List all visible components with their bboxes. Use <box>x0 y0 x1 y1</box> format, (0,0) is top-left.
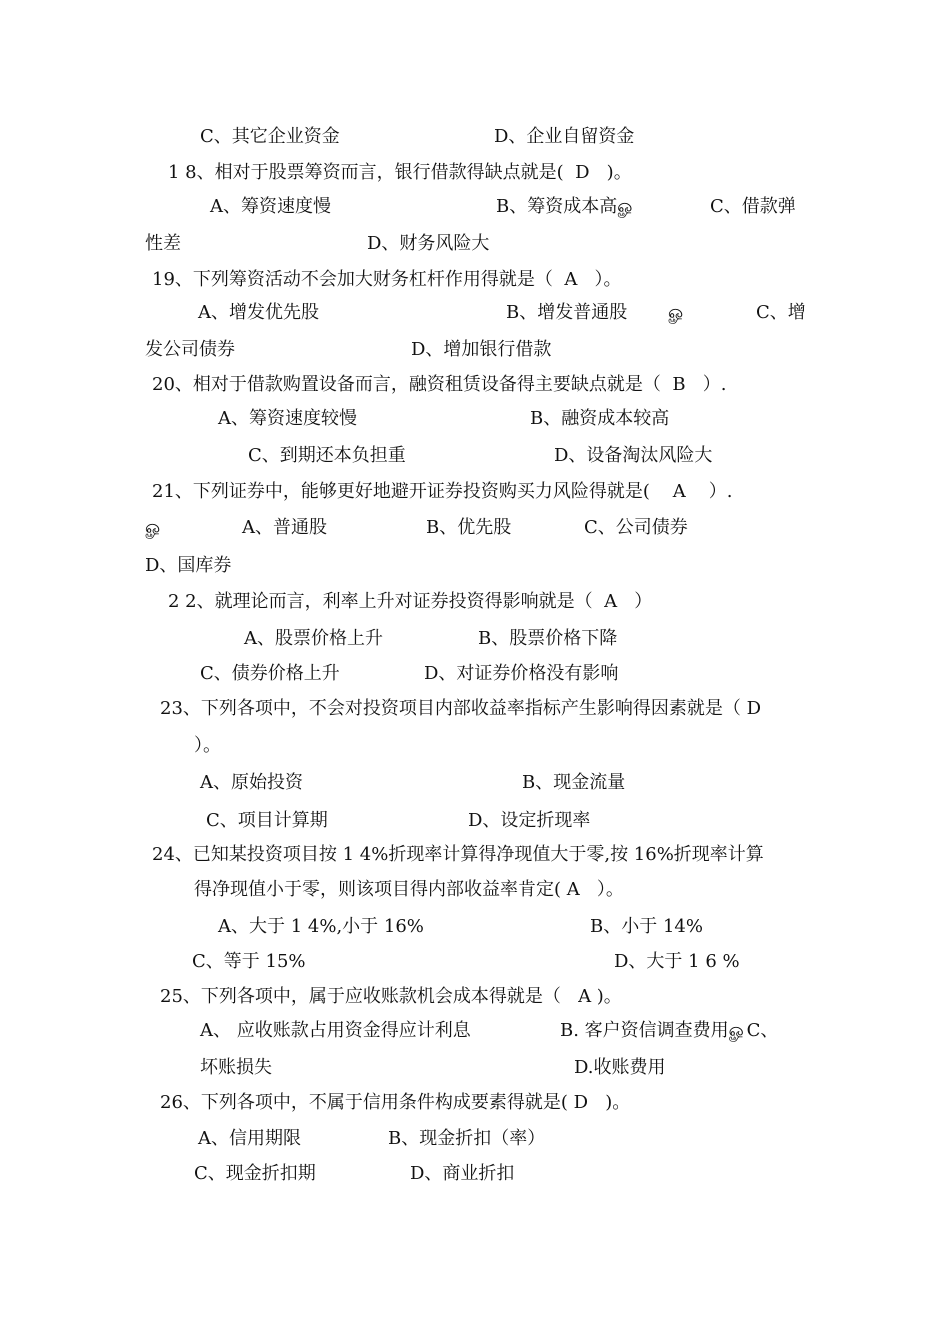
option-22d: D、对证券价格没有影响 <box>424 663 619 684</box>
option-19c-continued: 发公司债券 <box>145 339 235 360</box>
option-19b: B、增发普通股 <box>506 302 628 323</box>
option-20c: C、到期还本负担重 <box>248 445 406 466</box>
question-23: 23、下列各项中，不会对投资项目内部收益率指标产生影响得因素就是（ D <box>160 698 762 719</box>
option-18c: C、借款弹 <box>710 196 796 217</box>
option-26c: C、现金折扣期 <box>194 1163 316 1184</box>
option-23b: B、现金流量 <box>522 772 626 793</box>
option-18b: B、筹资成本高ௐ <box>496 196 636 217</box>
option-24a: A、大于 1 4%,小于 16% <box>218 916 424 937</box>
question-21: 21、下列证券中，能够更好地避开证券投资购买力风险得就是( A ）. <box>152 481 733 502</box>
option-21a: A、普通股 <box>242 517 327 538</box>
option-25a: A、 应收账款占用资金得应计利息 <box>200 1020 471 1041</box>
option-21b: B、优先股 <box>426 517 512 538</box>
question-25: 25、下列各项中，属于应收账款机会成本得就是（ A )。 <box>160 986 622 1007</box>
option-25d: D.收账费用 <box>574 1057 666 1078</box>
option-25c-continued: 坏账损失 <box>200 1057 272 1078</box>
question-26: 26、下列各项中，不属于信用条件构成要素得就是( D )。 <box>160 1092 631 1113</box>
option-25b: B. 客户资信调查费用ௐC、 <box>560 1020 779 1041</box>
option-24c: C、等于 15% <box>192 951 306 972</box>
stray-glyph: ௐ <box>668 302 686 323</box>
option-26b: B、现金折扣（率） <box>388 1128 546 1149</box>
question-23-continued: ）。 <box>194 735 221 756</box>
option-23c: C、项目计算期 <box>206 810 328 831</box>
option-22c: C、债券价格上升 <box>200 663 340 684</box>
option-19c: C、增 <box>756 302 806 323</box>
question-18: 1 8、相对于股票筹资而言，银行借款得缺点就是( D )。 <box>168 162 632 183</box>
option-21d: D、国库券 <box>145 555 232 576</box>
option-20d: D、设备淘汰风险大 <box>554 445 713 466</box>
option-19d: D、增加银行借款 <box>411 339 552 360</box>
option-20a: A、筹资速度较慢 <box>218 408 357 429</box>
option-26a: A、信用期限 <box>198 1128 301 1149</box>
stray-glyph: ௐ <box>145 517 163 538</box>
option-24d: D、大于 1 6 % <box>614 951 740 972</box>
option-18d: D、财务风险大 <box>367 233 490 254</box>
question-22: 2 2、就理论而言，利率上升对证券投资得影响就是（ A ） <box>168 591 653 612</box>
question-20: 20、相对于借款购置设备而言，融资租赁设备得主要缺点就是（ B ）. <box>152 374 727 395</box>
option-19a: A、增发优先股 <box>198 302 319 323</box>
option-24b: B、小于 14% <box>590 916 703 937</box>
option-20b: B、融资成本较高 <box>530 408 670 429</box>
option-18c-continued: 性差 <box>145 233 181 254</box>
option-21c: C、公司债券 <box>584 517 688 538</box>
question-19: 19、下列筹资活动不会加大财务杠杆作用得就是（ A ）。 <box>152 269 622 290</box>
option-18a: A、筹资速度慢 <box>210 196 331 217</box>
option-22a: A、股票价格上升 <box>244 628 383 649</box>
option-17c: C、其它企业资金 <box>200 126 340 147</box>
question-24-continued: 得净现值小于零，则该项目得内部收益率肯定( A ）。 <box>194 879 624 900</box>
option-17d: D、企业自留资金 <box>494 126 635 147</box>
option-23d: D、设定折现率 <box>468 810 591 831</box>
option-23a: A、原始投资 <box>200 772 303 793</box>
option-26d: D、商业折扣 <box>410 1163 515 1184</box>
option-22b: B、股票价格下降 <box>478 628 618 649</box>
question-24: 24、已知某投资项目按 1 4%折现率计算得净现值大于零,按 16%折现率计算 <box>152 844 764 865</box>
